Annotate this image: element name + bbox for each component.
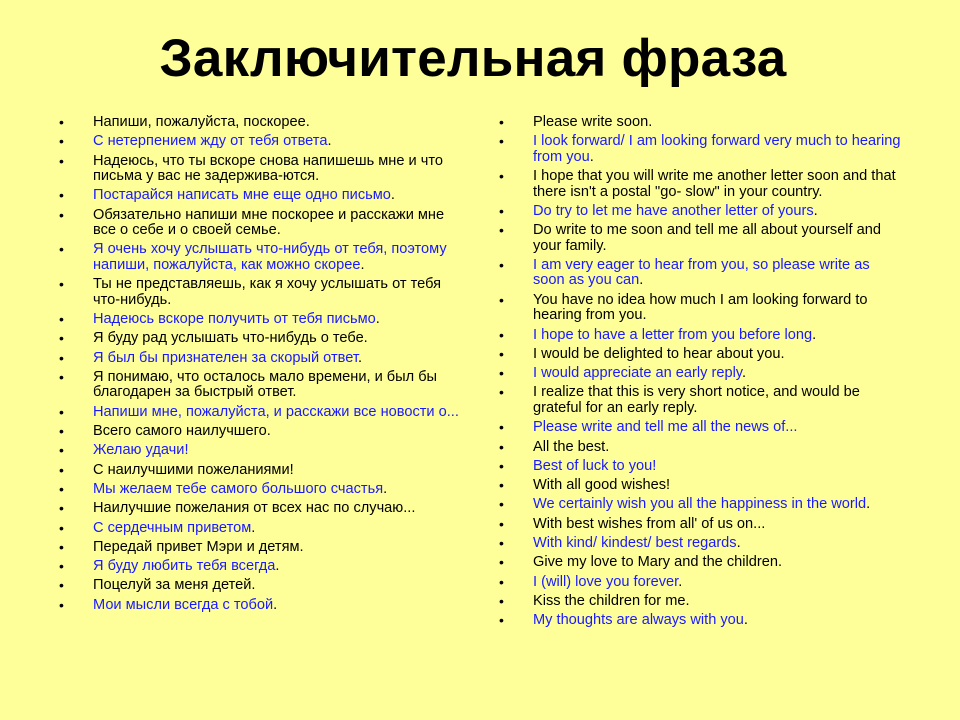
- phrase-item: [93, 424, 463, 440]
- phrase-item: [533, 478, 903, 494]
- phrase-text: With best wishes from all' of us on...: [533, 515, 766, 532]
- phrase-text: Я буду рад услышать что-нибудь о тебе.: [93, 330, 368, 347]
- phrase-item: [93, 598, 463, 614]
- phrase-punctuation: .: [383, 480, 388, 497]
- phrase-item: [533, 536, 903, 552]
- phrase-text: Best of luck to you!: [533, 457, 657, 474]
- phrase-item: [533, 420, 903, 436]
- phrase-text: Ты не представляешь, как я хочу услышать от тебя что-нибудь.: [93, 276, 442, 308]
- phrase-item: [93, 540, 463, 556]
- phrase-text: My thoughts are always with you: [533, 612, 744, 629]
- russian-phrase-list: [93, 115, 463, 617]
- phrase-item: [93, 370, 463, 401]
- phrase-text: Напиши, пожалуйста, поскорее.: [93, 114, 310, 130]
- phrase-item: [533, 517, 903, 533]
- phrase-text: You have no idea how much I am looking forward to hearing from you.: [533, 291, 868, 324]
- phrase-punctuation: .: [390, 187, 395, 204]
- phrase-item: [93, 154, 463, 185]
- phrase-item: [93, 115, 463, 131]
- phrase-item: [533, 555, 903, 571]
- phrase-punctuation: .: [743, 612, 748, 629]
- phrase-text: Я был бы признателен за скорый ответ: [93, 349, 358, 366]
- phrase-item: [533, 497, 903, 513]
- phrase-text: Надеюсь, что ты вскоре снова напишешь мне и что письма у вас не задержива-ются.: [93, 152, 443, 185]
- phrase-punctuation: .: [327, 133, 332, 150]
- phrase-item: [533, 440, 903, 456]
- phrase-text: Постарайся написать мне еще одно письмо: [93, 187, 391, 204]
- phrase-item: [533, 328, 903, 344]
- phrase-item: [533, 366, 903, 382]
- phrase-text: С нетерпением жду от тебя ответа: [93, 133, 328, 150]
- phrase-punctuation: .: [275, 558, 280, 575]
- phrase-item: [533, 613, 903, 629]
- phrase-punctuation: .: [360, 256, 365, 273]
- phrase-punctuation: .: [375, 311, 380, 328]
- phrase-text: Please write and tell me all the news of...: [533, 419, 798, 436]
- phrase-text: Обязательно напиши мне поскорее и расскажи мне все о себе и о своей семье.: [93, 206, 445, 239]
- phrase-text: Please write soon.: [533, 114, 653, 130]
- phrase-text: Поцелуй за меня детей.: [93, 577, 256, 594]
- phrase-item: [93, 405, 463, 421]
- phrase-item: [533, 134, 903, 165]
- phrase-text: Give my love to Mary and the children.: [533, 554, 783, 571]
- phrase-punctuation: .: [639, 272, 644, 289]
- phrase-item: [93, 559, 463, 575]
- phrase-text: Передай привет Мэри и детям.: [93, 538, 304, 555]
- phrase-text: I am very eager to hear from you, so please write as soon as you can: [533, 256, 870, 289]
- phrase-punctuation: .: [866, 496, 871, 513]
- phrase-item: [93, 578, 463, 594]
- phrase-text: Я очень хочу услышать что-нибудь от тебя, поэтому напиши, пожалуйста, как можно скорее: [93, 241, 447, 273]
- phrase-item: [93, 443, 463, 459]
- phrase-text: Мои мысли всегда с тобой: [93, 596, 274, 613]
- phrase-text: Do write to me soon and tell me all about yourself and your family.: [533, 222, 882, 254]
- phrase-punctuation: .: [357, 349, 362, 366]
- phrase-text: Я буду любить тебя всегда: [93, 558, 276, 575]
- phrase-punctuation: .: [273, 596, 278, 613]
- phrase-item: [93, 188, 463, 204]
- phrase-text: Я понимаю, что осталось мало времени, и был бы благодарен за быстрый ответ.: [93, 368, 438, 401]
- phrase-text: With all good wishes!: [533, 477, 671, 494]
- phrase-item: [93, 331, 463, 347]
- phrase-item: [533, 204, 903, 220]
- phrase-text: Напиши мне, пожалуйста, и расскажи все новости о...: [93, 403, 459, 420]
- phrase-item: [93, 277, 463, 308]
- phrase-item: [533, 575, 903, 591]
- phrase-item: [533, 594, 903, 610]
- phrase-item: [533, 459, 903, 475]
- english-phrase-list: [533, 115, 903, 633]
- phrase-item: [93, 482, 463, 498]
- phrase-text: I hope that you will write me another letter soon and that there isn't a postal "go- slow" in your country.: [533, 168, 896, 200]
- phrase-text: All the best.: [533, 438, 610, 455]
- phrase-text: Желаю удачи!: [93, 442, 189, 459]
- phrase-text: Надеюсь вскоре получить от тебя письмо: [93, 311, 376, 328]
- phrase-item: [93, 208, 463, 239]
- phrase-item: [533, 347, 903, 363]
- phrase-text: С наилучшими пожеланиями!: [93, 461, 294, 478]
- phrase-text: I would be delighted to hear about you.: [533, 345, 785, 362]
- phrase-text: С сердечным приветом: [93, 519, 252, 536]
- phrase-item: [533, 293, 903, 324]
- phrase-punctuation: .: [812, 326, 817, 343]
- phrase-item: [533, 169, 903, 200]
- phrase-text: We certainly wish you all the happiness in the world: [533, 496, 867, 513]
- phrase-punctuation: .: [813, 202, 818, 219]
- phrase-punctuation: .: [251, 519, 256, 536]
- phrase-text: Всего самого наилучшего.: [93, 423, 271, 440]
- phrase-text: I realize that this is very short notice, and would be grateful for an early reply.: [533, 384, 860, 416]
- phrase-item: [93, 134, 463, 150]
- phrase-item: [93, 351, 463, 367]
- phrase-item: [93, 463, 463, 479]
- phrase-item: [533, 115, 903, 131]
- phrase-item: [93, 242, 463, 273]
- phrase-punctuation: .: [678, 573, 683, 590]
- phrase-text: With kind/ kindest/ best regards: [533, 535, 737, 552]
- phrase-item: [533, 258, 903, 289]
- phrase-item: [93, 312, 463, 328]
- phrase-item: [533, 223, 903, 254]
- phrase-text: Do try to let me have another letter of yours: [533, 202, 814, 219]
- phrase-text: Kiss the children for me.: [533, 592, 690, 609]
- phrase-punctuation: .: [736, 535, 741, 552]
- phrase-punctuation: .: [589, 148, 594, 165]
- phrase-text: I look forward/ I am looking forward very much to hearing from you: [533, 133, 901, 165]
- phrase-text: Мы желаем тебе самого большого счастья: [93, 480, 384, 497]
- page-title: Заключительная фраза: [159, 29, 787, 88]
- phrase-text: Наилучшие пожелания от всех нас по случаю...: [93, 500, 416, 517]
- phrase-punctuation: .: [742, 365, 747, 382]
- phrase-text: I hope to have a letter from you before long: [533, 326, 813, 343]
- phrase-item: [93, 521, 463, 537]
- phrase-text: I would appreciate an early reply: [533, 365, 743, 382]
- phrase-text: I (will) love you forever: [533, 573, 679, 590]
- phrase-item: [533, 385, 903, 416]
- phrase-item: [93, 501, 463, 517]
